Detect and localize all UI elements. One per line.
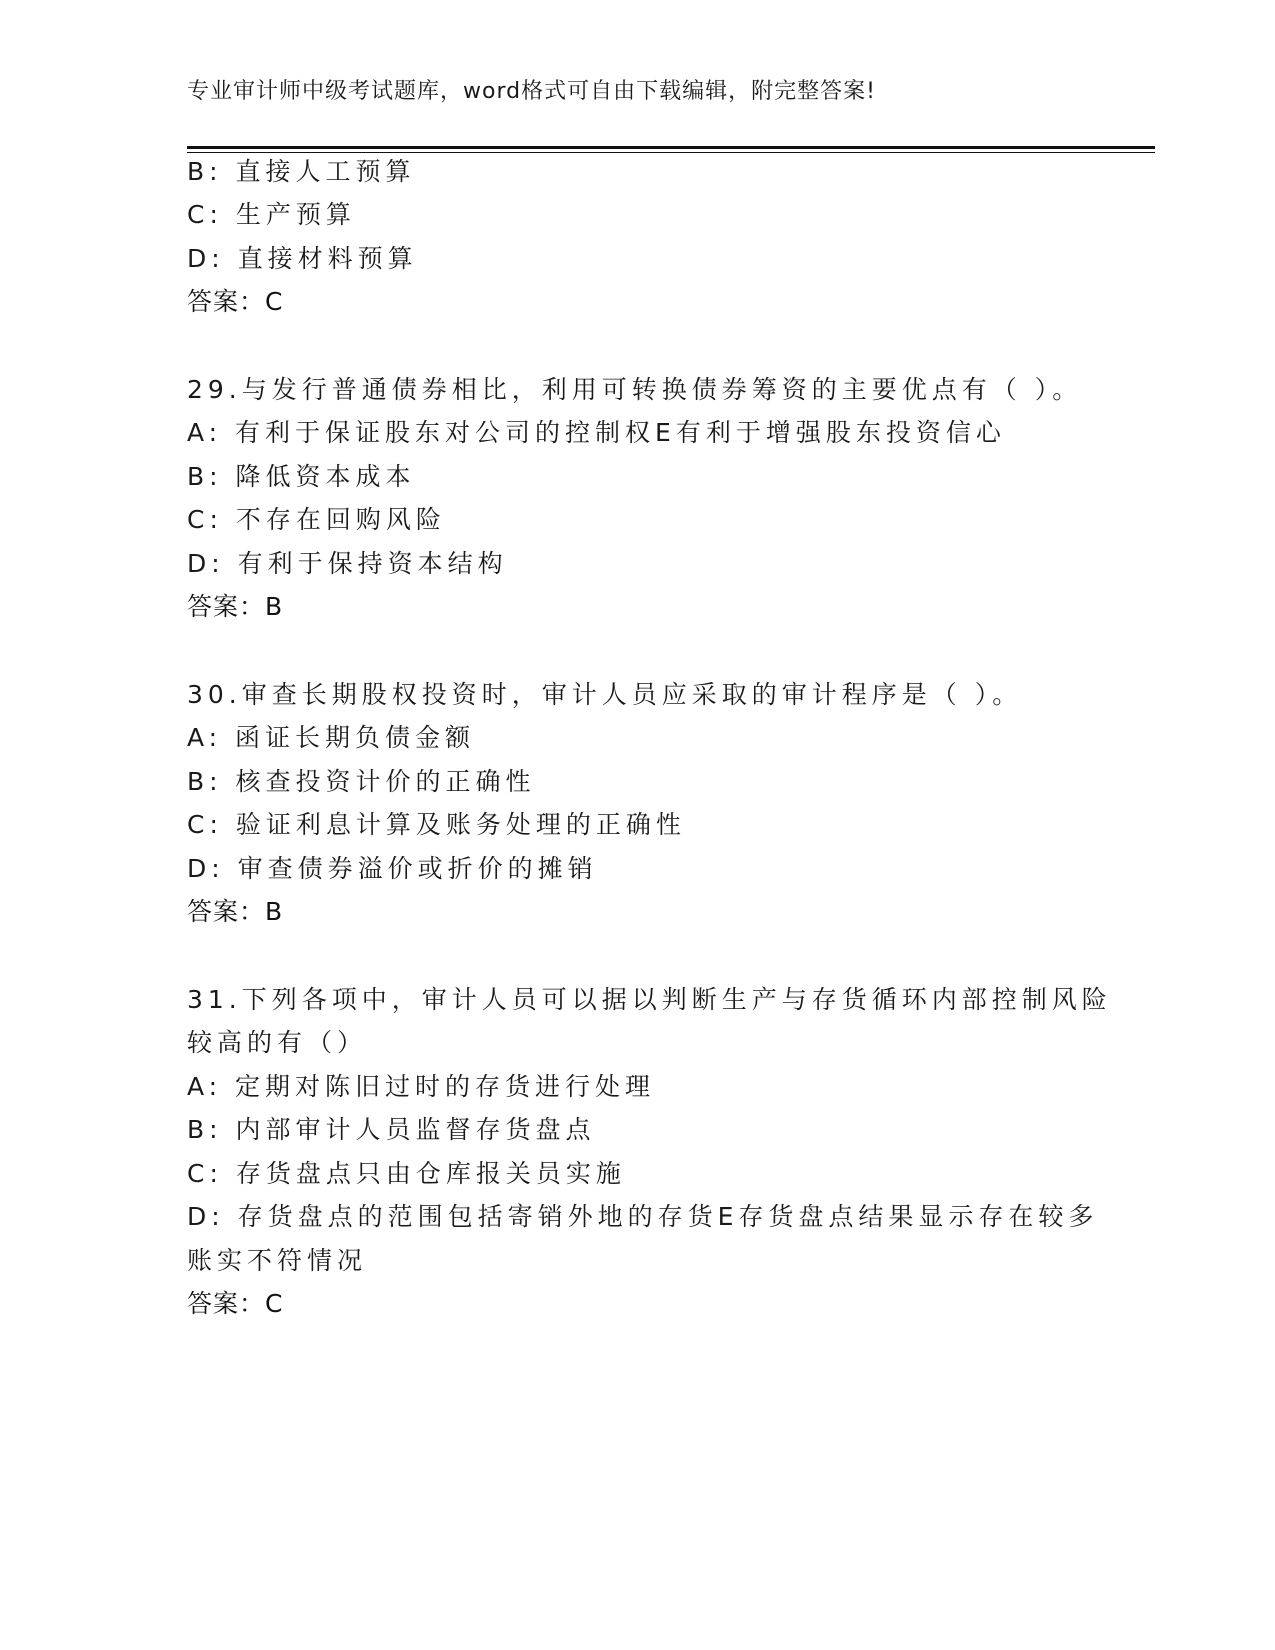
q30-option-b: B: 核查投资计价的正确性 [187, 767, 536, 796]
q29-stem: 29.与发行普通债券相比，利用可转换债券筹资的主要优点有（ ）。 [187, 375, 1083, 404]
q31-option-b: B: 内部审计人员监督存货盘点 [187, 1115, 596, 1144]
q28-option-c: C: 生产预算 [187, 200, 356, 229]
q31-option-d-line2: 账实不符情况 [187, 1246, 368, 1275]
q30-answer: 答案：B [187, 897, 284, 926]
q28-answer: 答案：C [187, 287, 284, 316]
header-note: 专业审计师中级考试题库，word格式可自由下载编辑，附完整答案! [187, 79, 876, 104]
q31-answer: 答案：C [187, 1289, 284, 1318]
q31-stem-line2: 较高的有（） [187, 1028, 368, 1057]
q29-answer: 答案：B [187, 592, 284, 621]
q31-option-a: A: 定期对陈旧过时的存货进行处理 [187, 1072, 656, 1101]
q30-option-d: D: 审查债券溢价或折价的摊销 [187, 854, 598, 883]
header-rule-thick [187, 146, 1155, 149]
q29-option-c: C: 不存在回购风险 [187, 505, 446, 534]
q30-stem: 30.审查长期股权投资时，审计人员应采取的审计程序是（ ）。 [187, 680, 1023, 709]
q29-option-a: A: 有利于保证股东对公司的控制权E有利于增强股东投资信心 [187, 418, 1006, 447]
q29-option-d: D: 有利于保持资本结构 [187, 549, 508, 578]
q31-option-d-line1: D: 存货盘点的范围包括寄销外地的存货E存货盘点结果显示存在较多 [187, 1202, 1099, 1231]
q28-option-b: B: 直接人工预算 [187, 157, 416, 186]
q31-stem-line1: 31.下列各项中，审计人员可以据以判断生产与存货循环内部控制风险 [187, 985, 1112, 1014]
q30-option-a: A: 函证长期负债金额 [187, 723, 476, 752]
header-rule-thin [187, 152, 1155, 153]
q29-option-b: B: 降低资本成本 [187, 462, 416, 491]
q30-option-c: C: 验证利息计算及账务处理的正确性 [187, 810, 686, 839]
q28-option-d: D: 直接材料预算 [187, 244, 418, 273]
q31-option-c: C: 存货盘点只由仓库报关员实施 [187, 1159, 626, 1188]
